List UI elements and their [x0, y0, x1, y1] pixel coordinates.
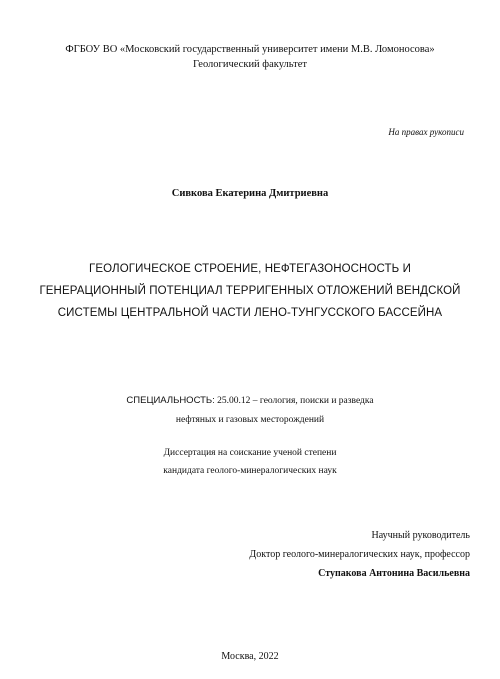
supervisor-name: Ступакова Антонина Васильевна [318, 568, 470, 579]
specialty-line-1 [40, 391, 460, 411]
supervisor-block [150, 526, 470, 583]
specialty-line-2: нефтяных и газовых месторождений [175, 415, 325, 425]
title-line-2: ГЕНЕРАЦИОННЫЙ ПОТЕНЦИАЛ ТЕРРИГЕННЫХ ОТЛОЖЕНИЙ ВЕНДСКОЙ [39, 285, 461, 297]
degree-block [40, 444, 460, 480]
author-name: Сивкова Екатерина Дмитриевна [171, 188, 329, 199]
city-year: Москва, 2022 [221, 651, 279, 662]
rights-note: На правах рукописи [388, 127, 464, 137]
title-line-1: ГЕОЛОГИЧЕСКОЕ СТРОЕНИЕ, НЕФТЕГАЗОНОСНОСТЬ И [89, 263, 411, 275]
supervisor-role: Научный руководитель [371, 530, 470, 541]
dissertation-title [28, 258, 472, 324]
degree-line-2: кандидата геолого-минералогических наук [163, 466, 337, 476]
institution-header [60, 42, 440, 72]
specialty-block [40, 391, 460, 430]
title-line-3: СИСТЕМЫ ЦЕНТРАЛЬНОЙ ЧАСТИ ЛЕНО-ТУНГУССКОГО БАССЕЙНА [57, 307, 443, 319]
supervisor-degree: Доктор геолого-минералогических наук, профессор [249, 549, 470, 560]
specialty-label: СПЕЦИАЛЬНОСТЬ: [126, 395, 215, 406]
faculty-name: Геологический факультет [193, 59, 307, 70]
specialty-code: 25.00.12 – геология, поиски и разведка [217, 396, 374, 406]
institution-name: ФГБОУ ВО «Московский государственный университет имени М.В. Ломоносова» [65, 44, 435, 55]
degree-line-1: Диссертация на соискание ученой степени [163, 448, 337, 458]
